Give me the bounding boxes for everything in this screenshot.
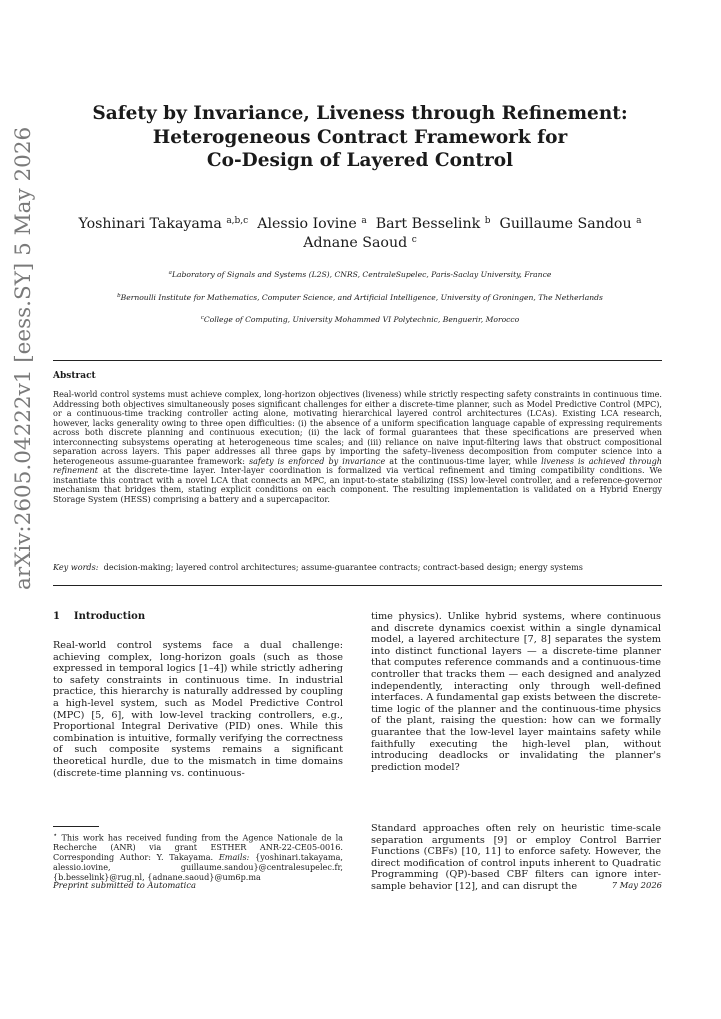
section-heading [53,611,145,622]
paper-title [60,102,660,173]
footnote-rule [53,826,99,827]
author-list [60,215,660,253]
keywords-label: Key words: [53,562,99,572]
footnote-emails-label: Emails: [218,852,250,863]
author-name: Adnane Saoud [303,235,408,251]
abstract-emphasis: liveness is achieved through refinement [53,455,662,475]
affiliation-mark: c [200,315,204,321]
title-line-2: Heterogeneous Contract Framework for [152,126,568,148]
abstract-top-rule [53,360,662,361]
affiliation-text: Laboratory of Signals and Systems (L2S), CNRS, CentraleSupelec, Paris-Saclay University, France [171,270,552,279]
affiliation-text: Bernoulli Institute for Mathematics, Computer Science, and Artificial Intelligence, University of Groningen, The Netherlands [120,293,603,302]
footnote-mark: ⋆ [53,831,58,839]
affiliation-mark: a [168,270,172,276]
author-name: Bart Besselink [375,216,481,232]
footnote: ⋆ This work has received funding from the Agence Nationale de la Recherche (ANR) via grant ESTHER ANR-22-CE05-0016. Corresponding Author: Y. Takayama. Emails: {yoshinari.takayama, alessio.iovine, guillaume.sandou}@centralesupelec.fr, {b.besselink}@rug.nl, {adnane.saoud}@um6p.ma [53,831,343,882]
author-affiliation-mark: a [361,216,367,226]
footer-left: Preprint submitted to Automatica [53,880,197,890]
author-affiliation-mark: b [484,216,491,226]
author-name: Guillaume Sandou [499,216,632,232]
column-2-paragraph-2: Standard approaches often rely on heuristic time-scale separation arguments [9] or employ Control Barrier Functions (CBFs) [10, 11] to enforce safety. However, the direct modification of control inputs inherent to Quadratic Programming (QP)-based CBF filters can ignore inter-sample behavior [12], and can disrupt the [371,823,661,892]
affiliation-b [40,293,680,303]
title-line-1: Safety by Invariance, Liveness through Refinement: [92,103,628,124]
abstract-bottom-rule [53,585,662,586]
author-affiliation-mark: c [411,235,417,245]
keywords [53,562,662,572]
section-title: Introduction [73,611,146,622]
author-affiliation-mark: a [636,216,642,226]
footer-right: 7 May 2026 [611,880,662,890]
affiliation-text: College of Computing, University Mohammed VI Polytechnic, Benguerir, Morocco [203,315,520,324]
abstract-body: Real-world control systems must achieve complex, long-horizon objectives (liveness) while strictly respecting safety constraints in continuous time. Addressing both objectives simultaneously poses significant challenges for either a discrete-time planner, such as Model Predictive Control (MPC), or a continuous-time tracking controller acting alone, motivating hierarchical layered control architectures (LCAs). Existing LCA research, however, lacks generality owing to three open difficulties: (i) the absence of a uniform specification language capable of expressing requirements across both discrete planning and continuous execution; (ii) the lack of formal guarantees that these specifications are preserved when interconnecting subsystems operating at heterogeneous time scales; and (iii) reliance on naive input-filtering laws that obstruct compositional separation across layers. This paper addresses all three gaps by importing the safety–liveness decomposition from computer science into a heterogeneous assume-guarantee framework: safety is enforced by invariance at the continuous-time layer, while liveness is achieved through refinement at the discrete-time layer. Inter-layer coordination is formalized via vertical refinement and timing compatibility conditions. We instantiate this contract with a novel LCA that connects an MPC, an input-to-state stabilizing (ISS) low-level controller, and a reference-governor mechanism that bridges them, stating explicit conditions on each component. The resulting implementation is validated on a Hybrid Energy Storage System (HESS) comprising a battery and a supercapacitor. [53,389,662,504]
column-2-paragraph-1: time physics). Unlike hybrid systems, where continuous and discrete dynamics coexist within a single dynamical model, a layered architecture [7, 8] separates the system into distinct functional layers — a discrete-time planner that computes reference commands and a continuous-time controller that tracks them — each designed and analyzed independently, interacting only through well-defined interfaces. A fundamental gap exists between the discrete-time logic of the planner and the continuous-time physics of the plant, raising the question: how can we formally guarantee that the low-level layer maintains safety while faithfully executing the high-level plan, without introducing deadlocks or invalidating the planner's prediction model? [371,611,661,773]
arxiv-side-label: arXiv:2605.04222v1 [eess.SY] 5 May 2026 [11,126,36,590]
affiliation-mark: b [117,293,121,299]
author-affiliation-mark: a,b,c [226,216,249,226]
author-name: Yoshinari Takayama [78,216,222,232]
author-name: Alessio Iovine [257,216,357,232]
abstract-emphasis: safety is enforced by invariance [248,455,386,466]
abstract-heading: Abstract [53,371,96,381]
affiliation-c [40,315,680,325]
keywords-text: decision-making; layered control architectures; assume-guarantee contracts; contract-based design; energy systems [103,562,583,572]
section-number: 1 [53,611,60,622]
affiliation-a [40,270,680,280]
title-line-3: Co-Design of Layered Control [206,150,514,171]
column-1-paragraph: Real-world control systems face a dual challenge: achieving complex, long-horizon goals (such as those expressed in temporal logics [1–4]) while strictly adhering to safety constraints in continuous time. In industrial practice, this hierarchy is naturally addressed by coupling a high-level system, such as Model Predictive Control (MPC) [5, 6], with low-level tracking controllers, e.g., Proportional Integral Derivative (PID) ones. While this combination is intuitive, formally verifying the correctness of such composite systems remains a significant theoretical hurdle, due to the mismatch in time domains (discrete-time planning vs. continuous- [53,640,343,779]
